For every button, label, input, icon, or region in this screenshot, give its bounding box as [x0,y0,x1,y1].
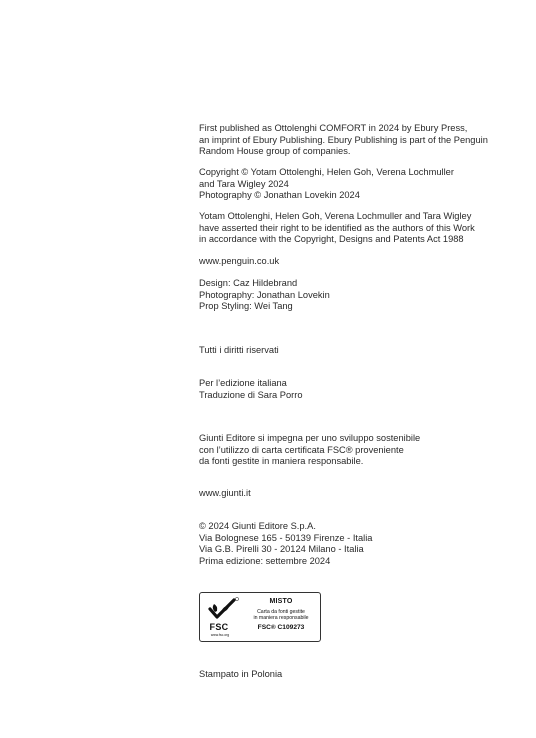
fsc-license-code: FSC® C109273 [257,624,305,632]
text-line: da fonti gestite in maniera responsabile. [199,456,364,467]
text-line: Per l’edizione italiana [199,378,287,388]
text-line: con l’utilizzo di carta certificata FSC® proveniente [199,444,404,455]
moral-rights-paragraph [199,211,519,246]
giunti-website [199,488,519,500]
prop-styling-credit: Prop Styling: Wei Tang [199,301,293,312]
italian-edition-paragraph [199,378,519,401]
text-line: and Tara Wigley 2024 [199,178,289,189]
text-line: Yotam Ottolenghi, Helen Goh, Verena Lochmuller and Tara Wigley [199,211,472,221]
text-line: Photography © Jonathan Lovekin 2024 [199,190,360,201]
rights-reserved-text: Tutti i diritti riservati [199,345,279,355]
text-line: Copyright © Yotam Ottolenghi, Helen Goh, Verena Lochmuller [199,167,454,177]
credits-paragraph [199,278,519,313]
first-published-paragraph [199,123,519,158]
fsc-title: MISTO [269,598,293,605]
penguin-website [199,256,519,268]
text-line: Giunti Editore si impegna per uno sviluppo sostenibile [199,433,421,443]
penguin-url: www.penguin.co.uk [199,256,280,266]
text-line: in accordance with the Copyright, Designs and Patents Act 1988 [199,234,464,245]
text-line: have asserted their right to be identified as the authors of this Work [199,222,475,233]
fsc-certification-label [199,592,321,642]
fsc-website: www.fsc.org [210,633,230,637]
rights-reserved [199,345,519,357]
fsc-description-line: in maniera responsabile [253,615,309,622]
edition-date: Prima edizione: settembre 2024 [199,555,331,566]
text-line: an imprint of Ebury Publishing. Ebury Publishing is part of the Penguin [199,134,488,145]
text-line: First published as Ottolenghi COMFORT in 2024 by Ebury Press, [199,123,468,133]
printed-in-text: Stampato in Polonia [199,669,283,679]
text-line: © 2024 Giunti Editore S.p.A. [199,521,316,531]
florence-address: Via Bolognese 165 - 50139 Firenze - Italia [199,532,373,543]
milan-address: Via G.B. Pirelli 30 - 20124 Milano - Italia [199,544,364,555]
printed-in [199,669,519,681]
photography-credit: Photography: Jonathan Lovekin [199,289,330,300]
giunti-url: www.giunti.it [199,488,251,498]
fsc-logo-text: FSC [209,622,229,632]
publisher-paragraph [199,521,519,567]
sustainability-paragraph [199,433,519,468]
design-credit: Design: Caz Hildebrand [199,278,298,288]
copyright-paragraph [199,167,519,202]
fsc-label-text [244,598,318,632]
translator-credit: Traduzione di Sara Porro [199,389,303,400]
fsc-description-line: Carta da fonti gestite [257,609,305,615]
text-line: Random House group of companies. [199,146,351,157]
